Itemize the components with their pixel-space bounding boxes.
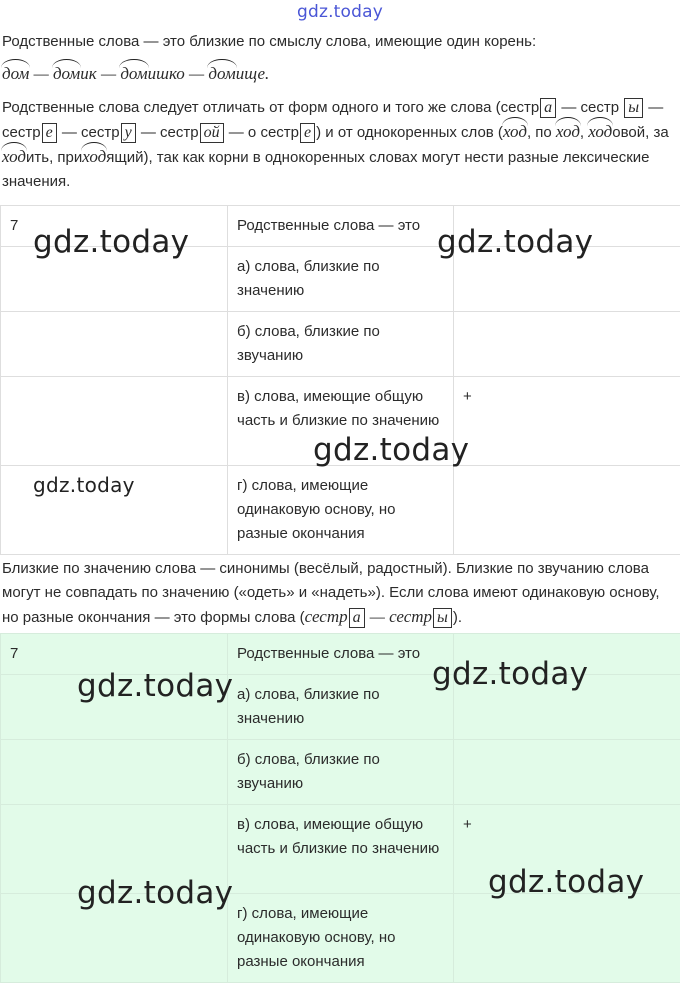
form-example-1: сестр bbox=[305, 607, 348, 626]
text: , по bbox=[527, 124, 552, 141]
suffix: ишко bbox=[148, 64, 185, 83]
ending-box: ы bbox=[624, 98, 643, 118]
option-c: в) слова, имеющие общую часть и близкие по значению bbox=[228, 377, 454, 466]
ending-box: а bbox=[540, 98, 556, 118]
text: овой, за bbox=[612, 124, 668, 141]
root-mark: ход bbox=[588, 120, 612, 144]
option-a: а) слова, близкие по значению bbox=[228, 675, 454, 740]
question-number: 7 bbox=[1, 206, 228, 247]
watermark: gdz.today bbox=[432, 656, 588, 692]
root-mark: ход bbox=[82, 145, 106, 169]
ending-box: е bbox=[42, 123, 57, 143]
suffix: ище bbox=[236, 64, 265, 83]
empty-cell bbox=[1, 740, 228, 805]
dash: — bbox=[101, 64, 116, 83]
watermark: gdz.today bbox=[488, 864, 644, 900]
definition-text: Родственные слова — это близкие по смыслу слова, имеющие один корень: bbox=[2, 30, 678, 54]
dash: — bbox=[189, 64, 204, 83]
site-logo[interactable]: gdz.today bbox=[0, 2, 680, 22]
answer-mark-plus: + bbox=[454, 805, 680, 894]
text: ить, при bbox=[26, 149, 82, 166]
root-mark: дом bbox=[2, 62, 29, 86]
root-mark: ход bbox=[503, 120, 527, 144]
text: — сестр bbox=[62, 124, 120, 141]
option-a: а) слова, близкие по значению bbox=[228, 247, 454, 312]
empty-cell bbox=[1, 377, 228, 466]
root-mark: ход bbox=[556, 120, 580, 144]
watermark: gdz.today bbox=[33, 473, 135, 497]
text: ). bbox=[453, 609, 462, 626]
question-number: 7 bbox=[1, 634, 228, 675]
answer-mark bbox=[454, 466, 680, 555]
form-example-2: сестр bbox=[389, 607, 432, 626]
option-b: б) слова, близкие по звучанию bbox=[228, 740, 454, 805]
dash: — bbox=[370, 607, 385, 626]
period: . bbox=[265, 64, 269, 83]
ending-box: ой bbox=[200, 123, 224, 143]
suffix: ик bbox=[80, 64, 96, 83]
forms-paragraph bbox=[2, 96, 678, 194]
text: — сестр bbox=[561, 99, 619, 116]
watermark: gdz.today bbox=[437, 224, 593, 260]
ending-box: у bbox=[121, 123, 136, 143]
root-mark: дом bbox=[53, 62, 80, 86]
text: — сестр bbox=[2, 99, 663, 141]
dash: — bbox=[34, 64, 49, 83]
watermark: gdz.today bbox=[313, 432, 469, 468]
root-mark: дом bbox=[120, 62, 147, 86]
ending-box: ы bbox=[433, 608, 452, 628]
option-c: в) слова, имеющие общую часть и близкие по значению bbox=[228, 805, 454, 894]
option-d: г) слова, имеющие одинаковую основу, но разные окончания bbox=[228, 466, 454, 555]
ending-box: е bbox=[300, 123, 315, 143]
watermark: gdz.today bbox=[77, 875, 233, 911]
root-mark: ход bbox=[2, 145, 26, 169]
option-b: б) слова, близкие по звучанию bbox=[228, 312, 454, 377]
answer-mark bbox=[454, 740, 680, 805]
answer-mark bbox=[454, 894, 680, 983]
question-text: Родственные слова — это bbox=[228, 206, 454, 247]
text: Близкие по значению слова — синонимы (весёлый, радостный). Близкие по звучанию слова могут не совпадать по значению («одеть» и «надеть»). Если слова имеют одинаковую основу, но разные окончания — это формы слова ( bbox=[2, 560, 660, 626]
question-text: Родственные слова — это bbox=[228, 634, 454, 675]
option-d: г) слова, имеющие одинаковую основу, но разные окончания bbox=[228, 894, 454, 983]
example-line bbox=[2, 62, 678, 87]
text: ) и от однокоренных слов ( bbox=[316, 124, 503, 141]
watermark: gdz.today bbox=[77, 668, 233, 704]
text: , bbox=[580, 124, 584, 141]
empty-cell bbox=[1, 312, 228, 377]
answer-mark bbox=[454, 312, 680, 377]
text: ящий), так как корни в однокоренных словах могут нести разные лексические значения. bbox=[2, 149, 649, 190]
text: Родственные слова следует отличать от форм одного и того же слова (сестр bbox=[2, 99, 539, 116]
explanation-text bbox=[2, 557, 678, 630]
answer-mark-plus: + bbox=[454, 377, 680, 466]
text: — о сестр bbox=[229, 124, 299, 141]
watermark: gdz.today bbox=[33, 224, 189, 260]
text: — сестр bbox=[141, 124, 199, 141]
ending-box: а bbox=[349, 608, 365, 628]
root-mark: дом bbox=[208, 62, 235, 86]
